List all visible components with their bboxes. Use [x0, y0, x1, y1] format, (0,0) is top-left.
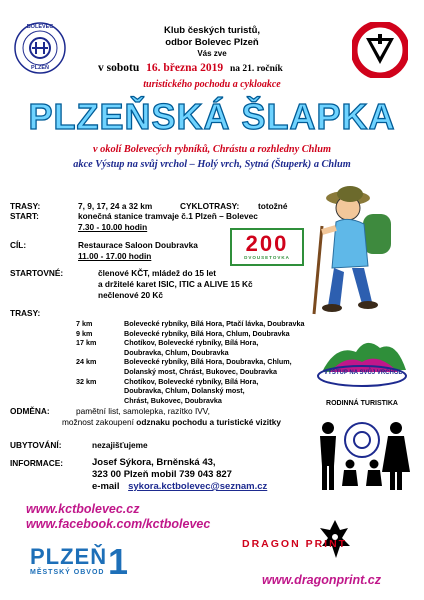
list-item [76, 377, 306, 387]
route-desc: Bolevecké rybníky, Bílá Hora, Doubravka, Chlum, [124, 357, 292, 367]
badge-200-sub: DVOUSETOVKA [244, 255, 290, 260]
plzen-name: PLZEŇ [30, 544, 108, 569]
start-time: 7.30 - 10.00 hodin [78, 222, 148, 232]
odmena-line-2-bold: odznaku pochodu a turistické vizitky [136, 417, 282, 427]
start-value: konečná stanice tramvaje č.1 Plzeň – Bolevec [78, 211, 258, 221]
rodinna-label: RODINNÁ TURISTIKA [326, 400, 398, 407]
date-prefix: v sobotu [98, 62, 140, 74]
list-item [76, 319, 306, 329]
year-prefix: na 21. ročník [229, 64, 283, 74]
bolevec-logo-top-text: BOLEVEC [26, 24, 54, 30]
route-desc: Bolevecké rybníky, Bílá Hora, Ptačí lávka, Doubravka [124, 319, 305, 328]
odmena-label: ODMĚNA: [10, 406, 50, 416]
event-date-line [98, 62, 338, 74]
ubytovani-value: nezajišťujeme [92, 440, 148, 450]
list-item [76, 338, 306, 348]
route-desc: Chotíkov, Bolevecké rybníky, Bílá Hora, [124, 376, 259, 386]
route-list [76, 319, 306, 405]
route-km: 7 km [76, 319, 93, 328]
header-line-3: Vás zve [197, 49, 227, 58]
list-item [76, 386, 306, 396]
ivv-logo [352, 22, 408, 78]
ubytovani-label: UBYTOVÁNÍ: [10, 440, 62, 450]
header-line-1: Klub českých turistů, [163, 25, 261, 36]
list-item [76, 396, 306, 406]
email-link[interactable]: sykora.kctbolevec@seznam.cz [128, 481, 268, 492]
start-label: START: [10, 211, 39, 221]
event-subtitle-red: v okolí Bolevecých rybníků, Chrástu a rozhledny Chlum [93, 144, 331, 155]
list-item [76, 357, 306, 367]
route-desc: Doubravka, Chlum, Dolanský most, [124, 386, 245, 396]
informace-email-row [92, 481, 267, 492]
badge-200-number: 200 [245, 231, 289, 256]
plzen-sub: MĚSTSKÝ OBVOD [30, 569, 105, 576]
cil-label: CÍL: [10, 240, 27, 250]
odmena-line-2 [62, 417, 281, 427]
route-km: 9 km [76, 328, 93, 338]
vystup-label: VÝSTUP NA SVŮJ VRCHOL [323, 370, 403, 376]
bolevec-logo-bottom-text: PLZEŇ [30, 65, 50, 71]
odmena-line-1: pamětní list, samolepka, razítko IVV, [76, 406, 210, 416]
informace-city: 323 00 Plzeň mobil 739 043 827 [92, 469, 232, 480]
event-title: PLZEŇSKÁ ŠLAPKA [28, 96, 396, 137]
header-line-2: odbor Bolevec Plzeň [165, 37, 259, 48]
web-link-facebook[interactable]: www.facebook.com/kctbolevec [26, 517, 211, 531]
route-km: 32 km [76, 376, 97, 386]
cil-time: 11.00 - 17.00 hodin [78, 251, 152, 261]
route-desc: Dolanský most, Chrást, Bukovec, Doubravka [124, 366, 277, 376]
kct-bolevec-logo [14, 22, 66, 74]
hiker-illustration [308, 176, 408, 316]
vystup-na-svuj-vrchol-logo [316, 330, 410, 394]
cyklotrasy-value: totožné [258, 201, 288, 211]
startovne-label: STARTOVNÉ: [10, 268, 64, 278]
plzen-1-logo [30, 541, 130, 584]
email-label: e-mail [92, 481, 120, 492]
plzen-number: 1 [108, 541, 129, 582]
web-link-dragonprint[interactable]: www.dragonprint.cz [262, 573, 381, 587]
informace-name: Josef Sýkora, Brněnská 43, [92, 457, 216, 468]
odmena-line-2-pre: možnost zakoupení [62, 417, 134, 427]
cyklotrasy-label: CYKLOTRASY: [180, 201, 240, 211]
trasy-label: TRASY: [10, 201, 41, 211]
list-item [76, 348, 306, 358]
route-desc: Doubravka, Chlum, Doubravka [124, 347, 229, 357]
list-item [76, 329, 306, 339]
startovne-line-1: členové KČT, mládež do 15 let [98, 268, 217, 278]
trasy-value: 7, 9, 17, 24 a 32 km [78, 201, 153, 211]
route-desc: Bolevecké rybníky, Bílá Hora, Chlum, Doubravka [124, 328, 290, 338]
web-link-kctbolevec[interactable]: www.kctbolevec.cz [26, 502, 140, 516]
event-subtitle-blue: akce Výstup na svůj vrchol – Holý vrch, Sytná (Štuperk) a Chlum [73, 159, 351, 170]
route-km: 24 km [76, 357, 97, 367]
event-date: 16. března 2019 [146, 62, 224, 74]
event-type: turistického pochodu a cykloakce [143, 79, 281, 90]
informace-label: INFORMACE: [10, 458, 64, 468]
dvousetovka-badge [230, 228, 304, 266]
routes-label: TRASY: [10, 308, 41, 318]
route-km: 17 km [76, 338, 97, 348]
startovne-line-2: a držitelé karet ISIC, ITIC a ALIVE 15 Kč [98, 279, 253, 289]
startovne-line-3: nečlenové 20 Kč [98, 290, 164, 300]
route-desc: Chrást, Bukovec, Doubravka [124, 395, 222, 405]
rodinna-turistika-logo [310, 400, 414, 496]
dragon-print-text: DRAGON PRINT [242, 538, 348, 550]
list-item [76, 367, 306, 377]
cil-value: Restaurace Saloon Doubravka [78, 240, 198, 250]
route-desc: Chotíkov, Bolevecké rybníky, Bílá Hora, [124, 338, 259, 348]
